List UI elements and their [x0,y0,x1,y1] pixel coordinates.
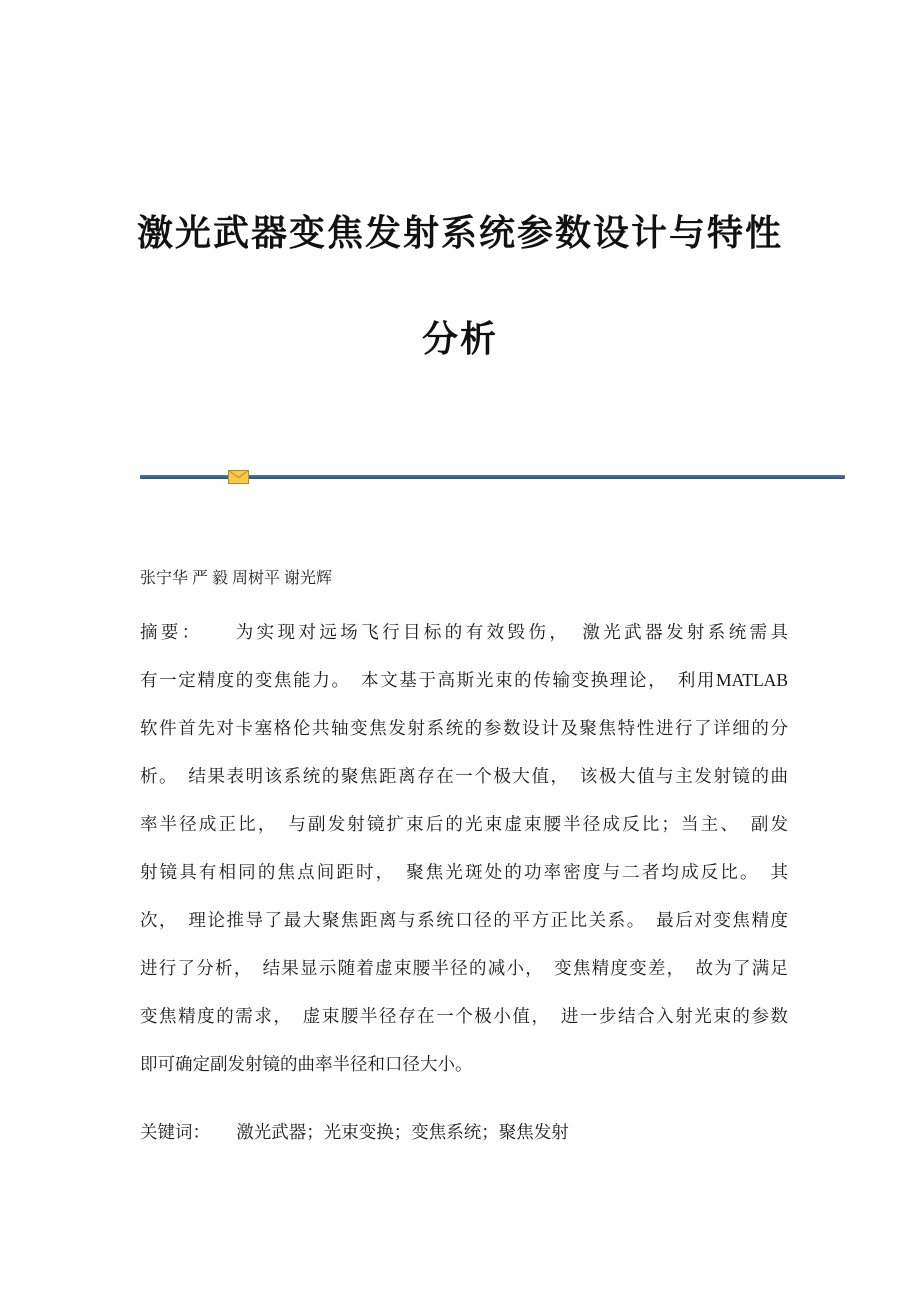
abstract-line: 软件首先对卡塞格伦共轴变焦发射系统的参数设计及聚焦特性进行了详细的分 [140,718,788,738]
abstract-line: 析。 结果表明该系统的聚焦距离存在一个极大值， 该极大值与主发射镜的曲 [140,766,788,786]
abstract-line: 有一定精度的变焦能力。 本文基于高斯光束的传输变换理论， 利用MATLAB [140,670,788,690]
keywords-text: 激光武器；光束变换；变焦系统；聚焦发射 [201,1122,569,1142]
abstract-line: 射镜具有相同的焦点间距时， 聚焦光斑处的功率密度与二者均成反比。 其 [140,862,788,882]
document-title-line1: 激光武器变焦发射系统参数设计与特性 [136,213,783,253]
keywords-label: 关键词： [140,1122,202,1142]
abstract-line [140,608,788,656]
abstract-line: 即可确定副发射镜的曲率半径和口径大小。 [140,1054,473,1074]
abstract-line: 进行了分析， 结果显示随着虚束腰半径的减小， 变焦精度变差， 故为了满足 [140,958,788,978]
abstract-line: 率半径成正比， 与副发射镜扩束后的光束虚束腰半径成反比；当主、 副发 [140,814,788,834]
abstract-section [140,608,788,1156]
horizontal-divider [140,470,845,484]
envelope-icon [228,470,249,484]
abstract-line: 次， 理论推导了最大聚焦距离与系统口径的平方正比关系。 最后对变焦精度 [140,910,788,930]
abstract-line: 变焦精度的需求， 虚束腰半径存在一个极小值， 进一步结合入射光束的参数 [140,1006,788,1026]
abstract-label: 摘要： [140,622,194,642]
keywords-line [140,1108,788,1156]
author-line: 张宁华 严 毅 周树平 谢光辉 [140,570,333,587]
abstract-text: 为实现对远场飞行目标的有效毁伤， 激光武器发射系统需具 [193,622,789,642]
document-title-line2: 分析 [421,319,498,359]
